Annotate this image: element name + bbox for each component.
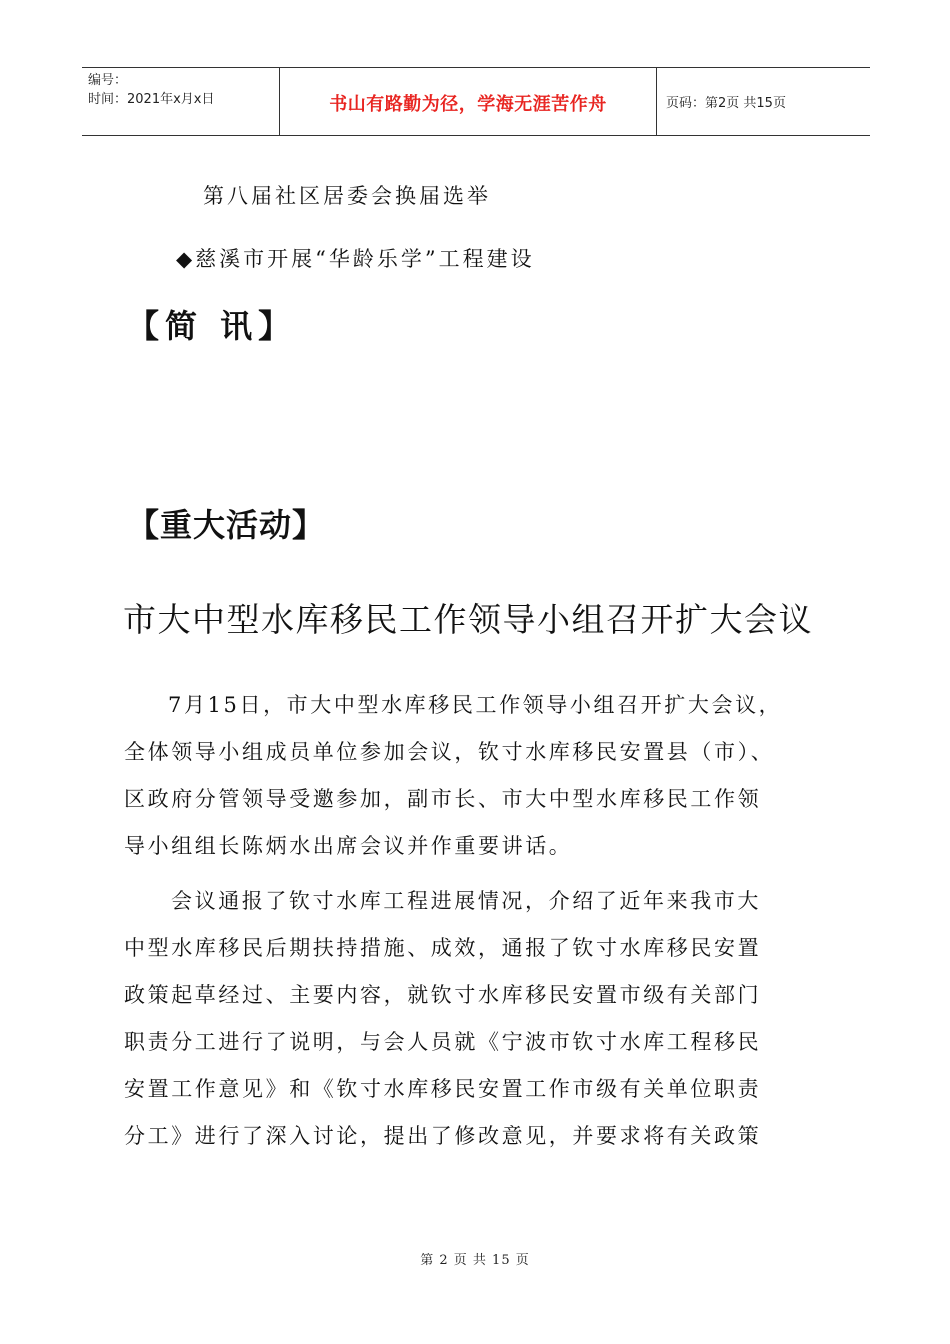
- header-motto-cell: [280, 68, 657, 135]
- paragraph-line: 职责分工进行了说明，与会人员就《宁波市钦寸水库工程移民: [124, 1030, 762, 1054]
- page-footer: 第 2 页 共 15 页: [420, 1253, 530, 1268]
- paragraph-line: 全体领导小组成员单位参加会议，钦寸水库移民安置县（市）、: [124, 740, 775, 764]
- paragraph-line: 安置工作意见》和《钦寸水库移民安置工作市级有关单位职责: [124, 1077, 762, 1101]
- paragraph-line: 导小组组长陈炳水出席会议并作重要讲话。: [124, 834, 573, 858]
- toc-item-project: ◆慈溪市开展“华龄乐学”工程建设: [176, 247, 535, 271]
- article-title: 市大中型水库移民工作领导小组召开扩大会议: [123, 600, 813, 639]
- date-label: 时间：2021年x月x日: [88, 92, 215, 107]
- document-header: [82, 67, 870, 136]
- paragraph-line: 政策起草经过、主要内容，就钦寸水库移民安置市级有关部门: [124, 983, 762, 1007]
- header-page-cell: [657, 68, 870, 135]
- page-number-label: 页码：第2页 共15页: [666, 96, 786, 111]
- paragraph-line: 中型水库移民后期扶持措施、成效，通报了钦寸水库移民安置: [124, 936, 762, 960]
- section-heading-major-events: 【重大活动】: [127, 506, 326, 544]
- header-meta-cell: [82, 68, 280, 135]
- serial-number-label: 编号：: [88, 73, 128, 88]
- paragraph-line: 7月15日，市大中型水库移民工作领导小组召开扩大会议，: [168, 693, 783, 717]
- toc-item-election: 第八届社区居委会换届选举: [203, 184, 491, 208]
- paragraph-line: 分工》进行了深入讨论，提出了修改意见，并要求将有关政策: [124, 1124, 762, 1148]
- motto-text: 书山有路勤为径，学海无涯苦作舟: [329, 94, 607, 115]
- paragraph-line: 会议通报了钦寸水库工程进展情况，介绍了近年来我市大: [171, 889, 761, 913]
- paragraph-line: 区政府分管领导受邀参加，副市长、市大中型水库移民工作领: [124, 787, 762, 811]
- section-heading-brief: 【简 讯】: [127, 307, 297, 345]
